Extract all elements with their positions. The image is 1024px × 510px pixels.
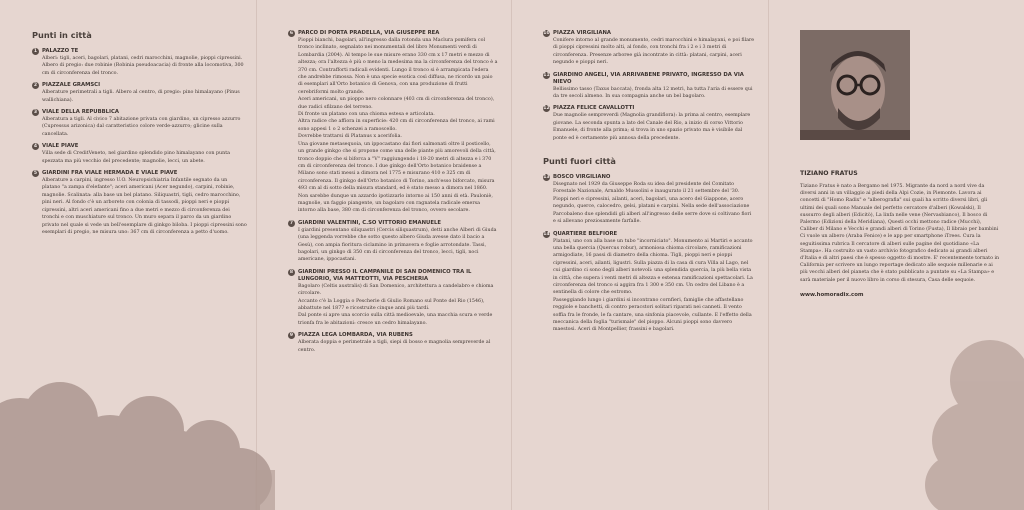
- entry-body: Alberature a carpini, ingresso U.O. Neuropsichiatria Infantile segnato da un platano "a zampa d'elefante"; aceri americani (Acer negundo), carpini, robinie, magnolie. Scalinata: alla base un bel platano. Siliquastri, tigli, cedro marocchino, pini neri. Al fondo c'è un arboreto con colonia di tassodi, pioppi neri e pioppi cipressini, altri aceri americani fino a due metri e mezzo di circonferenza dei tronchi e con muschiature sul tronco. Un muro separa il parco da un giardino privato nel quale si vede un bell'esemplare di ginkgo biloba. I pioppi cipressini sono esemplari di pregio, ne misura uno: 367 cm di circonferenza a petto d'uomo.: [42, 178, 247, 235]
- entry-body: Disegnato nel 1929 da Giuseppe Roda su idea del presidente del Comitato Forestale Nazionale, Arnaldo Mussolini e inaugurato il 21 settembre del '30. Pioppi neri e cipressini, ailanti, aceri, bagolari, una acero del Giappone, acero negundo, querce, calocedro, gelsi, platani e carpini. Nella sede dell'associazione Parcobaleno due splendidi gli alberi all'ingresso delle serre dove si coltivano fiori e si allevano preziosamente farfalle.: [553, 182, 752, 225]
- entry-number-badge: 7: [289, 220, 294, 226]
- fold-line: [768, 0, 769, 510]
- author-bio: [800, 170, 1000, 298]
- entry-title: [543, 72, 755, 86]
- section-heading: Punti fuori città: [543, 156, 616, 167]
- entry-title: [543, 231, 755, 238]
- column-2: [288, 30, 498, 359]
- entry-title: [32, 109, 247, 116]
- entry-number-badge: 8: [289, 269, 294, 275]
- entry-body: I giardini presentano siliquastri (Cercis siliquastrum), detti anche Alberi di Giuda (una leggenda vorrebbe che sotto questo albero Giuda avesse dato il bacio a Gesù), con ampia fioritura ciclamino in primavera e foglie arrotondate. Tassi, bagolari, un ginkgo di 350 cm di circonferenza del tronco, lecci, tigli, noci americane, ippocastani.: [298, 227, 497, 263]
- entry-title-text: PIAZZALE GRAMSCI: [42, 82, 101, 89]
- entry-title-text: PARCO DI PORTA PRADELLA, VIA GIUSEPPE REA: [298, 30, 440, 36]
- entry-title: [543, 174, 755, 181]
- author-photo: [800, 30, 910, 140]
- entry-title-text: PIAZZA FELICE CAVALLOTTI: [553, 105, 635, 112]
- column-3: [543, 30, 755, 339]
- entry-body: Pioppi bianchi, bagolari, all'ingresso dalla rotonda una Maclura pomifera col tronco inclinato, segnalato nei monumentali del libro Monumenti verdi di Lombardia (2004). Al tempo le sue misure erano 330 cm x 17 metri e mezzo di altezza; ora l'altezza è più o meno la medesima ma la circonferenza del tronco è a 370 cm. Contrafforti radicali evidenti. Lungo il tronco si è arrampicata l'edera che andrebbe rimossa. Non è una specie esotica così diffusa, ne ricordo un paio di esemplari all'Orto botanico di Genova, con una produzione di frutti cerebriformi molto grande. Aceri americani, un pioppo nero colonnare (403 cm di circonferenza del tronco), due radici sfilzano del terreno. Di fronte un platano con una chioma estesa e articolata. Altra radice che affiora in superficie: 420 cm di circonferenza del tronco, ai rami sono appesi 1 o 2 schenzei a ramoscello. Dovrebbe trattarsi di Platanus x acerifolia. Una giovane metasequoia, un ippocastano dai fiori salmonati oltre il posticello, un grande ginkgo che si propone come una delle piante più amorevoli della città, tronco doppio che si biforca a "V" raggiungendo i 18-20 metri di altezza e i 370 cm di circonferenza del tronco. I due ginkgo dell'Orto botanico braidense a Milano sono stati messi a dimora nel 1775 e misurano 410 e 325 cm di circonferenza. Il ginkgo dell'Orto botanico di Torino, anch'esso biforcato, misura 493 cm al di sotto della misura standard, ed è stato messo a dimora nel 1860. Non sarebbe dunque un azzardo ipotizzarlo intorno ai 150 anni di età. Pauloniè, magnolie, un faggio piangente, un bagolaro con ragnatela radicale emersa intorno alla base, 380 cm di circonferenza del tronco, ovvero secolare.: [298, 38, 498, 214]
- list-item: [288, 269, 498, 327]
- entry-title-text: VIALE DELLA REPUBBLICA: [42, 109, 120, 116]
- entry-list: [543, 174, 755, 334]
- entry-number-badge: 4: [33, 144, 38, 150]
- entry-title: [543, 105, 755, 112]
- entry-title-text: PALAZZO TE: [42, 48, 79, 54]
- list-item: [543, 105, 755, 142]
- list-item: [288, 332, 498, 354]
- entry-number-badge: 2: [33, 83, 38, 89]
- entry-number-badge: 14: [543, 231, 550, 237]
- list-item: [32, 143, 247, 165]
- list-item: [32, 48, 247, 77]
- entry-number-badge: 9: [289, 333, 294, 339]
- entry-body: Due magnolie sempreverdi (Magnolia grandiflora): la prima al centro, esemplare giovane. La seconda spunta a lato del Canale del Rio, a inizio di corso Vittorio Emanuele, di fronte alla prima; si trova in uno spazio privato ma è visibile dal ponte ed è certamente più annosa della precedente.: [553, 113, 751, 141]
- entry-list: [32, 48, 247, 236]
- list-item: [32, 82, 247, 104]
- entry-title: [543, 30, 755, 37]
- entry-number-badge: 10: [543, 31, 550, 36]
- author-portrait-icon: [800, 30, 910, 140]
- entry-body: Alberature perimetrali a tigli. Albero al centro, di pregio: pino himalayano (Pinus wallichiana).: [42, 90, 240, 103]
- entry-title-text: BOSCO VIRGILIANO: [553, 174, 611, 181]
- list-item: [543, 30, 755, 67]
- fold-line: [511, 0, 512, 510]
- column-1: [32, 30, 247, 241]
- entry-list: [543, 30, 755, 142]
- entry-body: Villa sede di CreditVeneto, nel giardino splendido pino himalayano con punta spezzata ma più vecchio del precedente; magnolie, lecci, un abete.: [42, 151, 230, 164]
- entry-title-text: PIAZZA VIRGILIANA: [553, 30, 612, 36]
- entry-number-badge: 13: [543, 175, 550, 181]
- entry-body: Alberatura a tigli. Al civico 7 abitazione privata con giardino, un cipresso azzurro (Cupressus arizonica) dal caratteristico colore verde-azzurro; glicine sulla cancellata.: [42, 117, 241, 137]
- list-item: [543, 72, 755, 101]
- entry-title: [32, 48, 247, 55]
- entry-body: Platani, uno con alla base un tubo "incorniciato". Monumento ai Martiri e accanto una bella quercia (Quercus robur), armoniosa chioma circolare, ramificazioni armigodiate, 16 passi di diametro della chioma. Tigli, pioppi neri e pioppi cipressini, aceri, ailanti, ligustri. Sulla piazza di la casa di cura Villa al Lago, nel cui giardino ci sono degli alberi notevoli: una splendida quercia, la più bella vista in città, che supera i venti metri di altezza e estensa ramificazioni spettacolari. La circonferenza del tronco si aggira fra 1 300 e 350 cm. Un cedro del Libano è a sentinella di colore che estromo. Passeggiando lungo i giardini si incontrano cornfieri, famiglie che affastellano reggiole e banchetti, di contro peracstori solitari riparati nei canneti. Il vento soffia fra le fronde, le fa cantare, una sinfonia piacevole, cullante. E l'effetto della meccanica della foglia "turismale" del pioppo. Alcuni pioppi sono davvero maestosi. Aceri di Montpellier, frassini e bagolari.: [553, 238, 753, 333]
- entry-title-text: GIARDINI VALENTINI, C.SO VITTORIO EMANUELE: [298, 219, 441, 226]
- list-item: [288, 30, 498, 215]
- entry-body: Bagolaro (Celtis australis) di San Domenico, architettura a candelabro e chioma circolare. Accanto c'è la Loggia o Pescherie di Giulio Romano sul Ponte del Rio (1546), abbattute nel 1877 e ricostruite cinque anni più tardi. Dal ponte si apre una scorcio sulla città medioevale, una macchia scura e verde trionfa fra le abitazioni: cresce un cedro himalayano.: [298, 283, 494, 326]
- entry-number-badge: 12: [543, 106, 550, 112]
- entry-title: [288, 332, 498, 339]
- entry-body: Alberata doppia e perimetrale a tigli, siepi di bosso e magnolia sempreverde al centro.: [298, 340, 491, 353]
- entry-number-badge: 1: [33, 49, 38, 54]
- list-item: [543, 231, 755, 334]
- entry-title-text: GIARDINI PRESSO IL CAMPANILE DI SAN DOMENICO TRA IL LUNGORIO, VIA MATTEOTTI, VIA PESCHERIA: [298, 268, 472, 282]
- entry-number-badge: 6: [289, 31, 294, 36]
- entry-body: Conifere intorno al grande monumento, cedri marocchini e himalayani, e poi filare di pioppi cipressini molto alti, al fondo, con tronchi fra i 2 e i 3 metri di circonferenza. Presenze arboree già incontrate in città: platani, carpini, aceri negundo e pioppi neri.: [553, 38, 755, 66]
- website-link[interactable]: www.homoradix.com: [800, 291, 864, 298]
- entry-title: [288, 30, 498, 37]
- entry-list: [288, 30, 498, 354]
- entry-title: [32, 170, 247, 177]
- list-item: [543, 174, 755, 225]
- entry-title-text: PIAZZA LEGA LOMBARDA, VIA RUBENS: [298, 332, 413, 339]
- entry-title-text: GIARDINI FRA VIALE HERMADA E VIALE PIAVE: [42, 170, 178, 177]
- entry-title-text: GIARDINO ANGELI, VIA ARRIVABENE PRIVATO, INGRESSO DA VIA NIEVO: [553, 71, 744, 85]
- entry-body: Bellissimo tasso (Taxus baccata), fronda alta 12 metri, ha tutta l'aria di essere qui da tre secoli almeno. In sua compagnia anche un bel bagolaro.: [553, 86, 753, 100]
- entry-title: [288, 220, 498, 227]
- author-bio-text: Tiziano Fratus è nato a Bergamo nel 1975. Migrante da nord a nord vive da diversi anni in un villaggio ai piedi della Alpi Cozie, in Piemonte. Lavora ai concetti di "Homo Radix" e "alberografia" sui quali ha scritto diversi libri, gli ultimi dei quali sono Manuale del perfetto cercatore d'alberi (Kowalski), Il sussurro degli alberi (Edicitò), La linfa nelle vene (Nervasbianco), Il bosco di Palermo (Edizioni della Meridiana), Questi occhi mettono radice (Mucchi), Caliber di Milano e Vecchi e grandi alberi di Torino (Fusta), Il libraio per bambini Ci vuole un albero (Araba Fenice) e le app per smartphone iTrees. Cura la seguitissima rubrica Il cercatore di alberi sulle pagine del quotidiano «La Stampa». Ha costruito un vasto archivio fotografico dedicato ai grandi alberi d'Italia e di altri paesi che è spesso oggetto di mostre. E' recentemente tornato in California per scrivere un lungo reportage dedicato alle sequoie millenarie e ai più vecchi alberi del pianeta che è stato pubblicato a puntate su «La Stampa» e sarà materiale per il nuovo libro in corso di stesura, Casa delle sequoie.: [800, 184, 1000, 283]
- fold-line: [256, 0, 257, 510]
- entry-title-text: VIALE PIAVE: [42, 143, 79, 150]
- list-item: [32, 109, 247, 138]
- entry-title: [32, 143, 247, 150]
- entry-number-badge: 11: [543, 72, 550, 78]
- entry-title: [288, 269, 498, 283]
- section-heading: Punti in città: [32, 30, 92, 40]
- entry-body: Alberi: tigli, aceri, bagolari, platani, cedri marocchini, magnolie, pioppi cipressini. Albero di pregio: due robinie (Robinia pseudoacacia) di fronte alla locomotiva, 300 cm di circonferenza del tronco.: [42, 56, 244, 76]
- list-item: [288, 220, 498, 264]
- entry-title-text: QUARTIERE BELFIORE: [553, 230, 618, 237]
- entry-title: [32, 82, 247, 89]
- author-name: TIZIANO FRATUS: [800, 170, 858, 177]
- entry-number-badge: 5: [33, 171, 38, 177]
- list-item: [32, 170, 247, 236]
- entry-number-badge: 3: [33, 110, 38, 116]
